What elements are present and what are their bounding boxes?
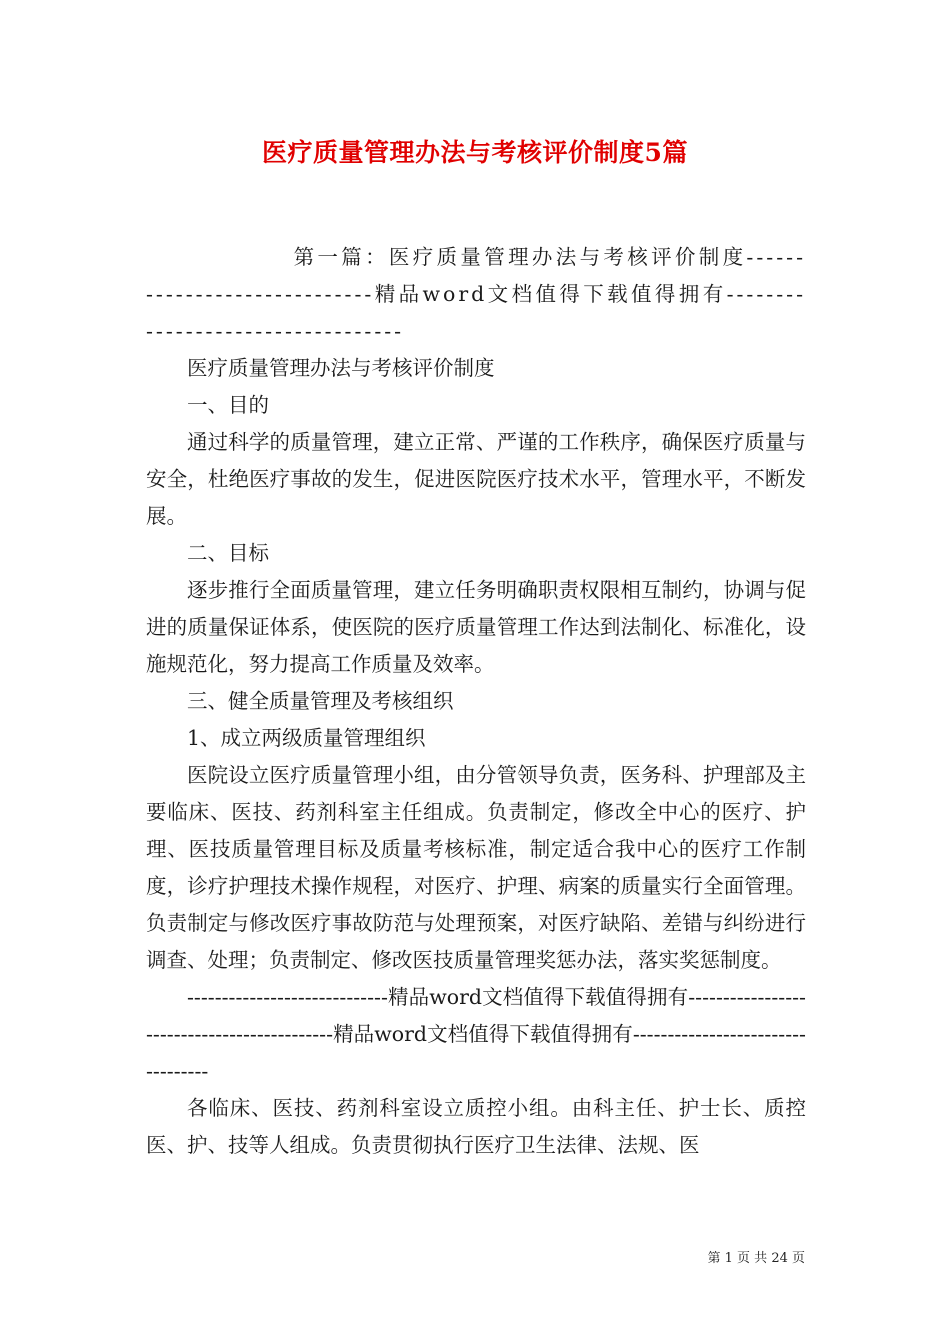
paragraph-hospital-group: 医院设立医疗质量管理小组，由分管领导负责，医务科、护理部及主要临床、医技、药剂科室主任组成。负责制定，修改全中心的医疗、护理、医技质量管理目标及质量考核标准，制定适合我中心的医疗工作制度，诊疗护理技术操作规程，对医疗、护理、病案的质量实行全面管理。负责制定与修改医疗事故防范与处理预案，对医疗缺陷、差错与纠纷进行调查、处理；负责制定、修改医技质量管理奖惩办法，落实奖惩制度。 <box>146 763 806 972</box>
paragraph-watermark-line: -----------------------------精品word文档值得下载值得拥有--------------------------------------------精品word文档值得下载值得拥有---------------------------------- <box>146 985 806 1083</box>
paragraph-subtitle: 医疗质量管理办法与考核评价制度 <box>187 356 495 380</box>
paragraph-purpose: 通过科学的质量管理，建立正常、严谨的工作秩序，确保医疗质量与安全，杜绝医疗事故的发生，促进医院医疗技术水平，管理水平，不断发展。 <box>146 430 806 528</box>
subsection-heading-two-level: 1、成立两级质量管理组织 <box>187 726 426 750</box>
page-number-footer: 第 1 页 共 24 页 <box>707 1251 805 1266</box>
section-heading-goal: 二、目标 <box>187 541 269 565</box>
paragraph-first-heading: 第一篇：医疗质量管理办法与考核评价制度-----------------------------精品word文档值得下载值得拥有---------------------------------- <box>146 245 806 343</box>
paragraph-goal: 逐步推行全面质量管理，建立任务明确职责权限相互制约，协调与促进的质量保证体系，使医院的医疗质量管理工作达到法制化、标准化，设施规范化，努力提高工作质量及效率。 <box>146 578 806 676</box>
paragraph-department-group: 各临床、医技、药剂科室设立质控小组。由科主任、护士长、质控医、护、技等人组成。负责贯彻执行医疗卫生法律、法规、医 <box>146 1096 806 1157</box>
section-heading-purpose: 一、目的 <box>187 393 269 417</box>
section-heading-organization: 三、健全质量管理及考核组织 <box>187 689 454 713</box>
document-body <box>146 239 806 1164</box>
document-title: 医疗质量管理办法与考核评价制度5篇 <box>262 138 688 167</box>
